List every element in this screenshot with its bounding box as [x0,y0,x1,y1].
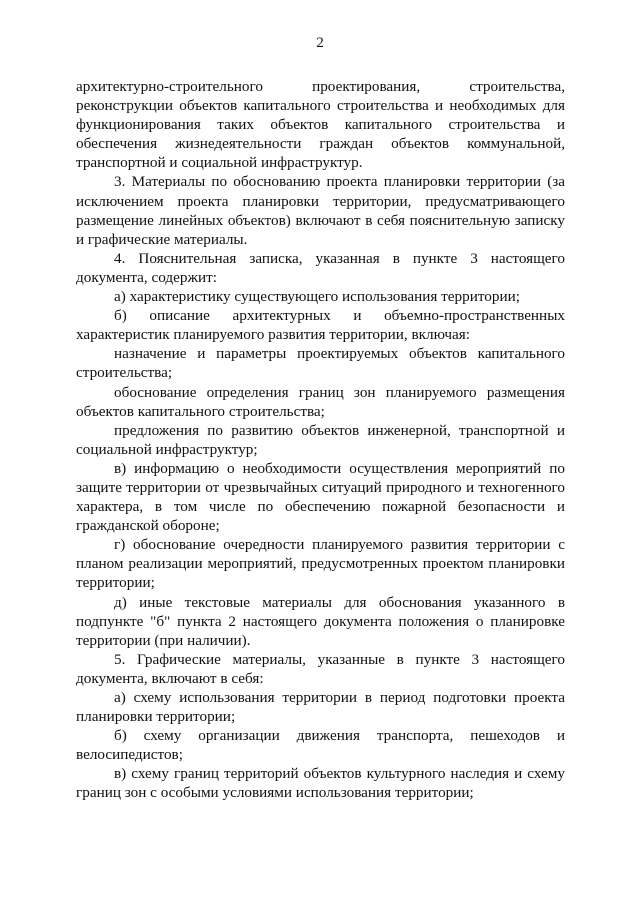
paragraph-subitem-d: д) иные текстовые материалы для обоснования указанного в подпункте "б" пункта 2 настоящего документа положения о планировке территории (при наличии). [76,593,565,649]
paragraph-graphic-a: а) схему использования территории в период подготовки проекта планировки территории; [76,689,565,726]
page-number: 2 [316,34,324,51]
paragraph-subitem-a: а) характеристику существующего использования территории; [114,288,520,306]
paragraph-intro-continuation: архитектурно-строительного проектирования, строительства, реконструкции объектов капитального строительства и необходимых для функционирования таких объектов капитального строительства и обеспечения жизнедеятельности граждан объектов коммунальной, транспортной и социальной инфраструктур. [76,78,565,172]
paragraph-purpose-parameters: назначение и параметры проектируемых объектов капитального строительства; [76,345,565,382]
paragraph-subitem-b: б) описание архитектурных и объемно-пространственных характеристик планируемого развития территории, включая: [76,307,565,344]
paragraph-subitem-v: в) информацию о необходимости осуществления мероприятий по защите территории от чрезвычайных ситуаций природного и техногенного характера, в том числе по обеспечению пожарной безопасности и гражданской обороне; [76,459,565,535]
paragraph-graphic-b: б) схему организации движения транспорта, пешеходов и велосипедистов; [76,727,565,764]
paragraph-item-3: 3. Материалы по обоснованию проекта планировки территории (за исключением проекта планировки территории, предусматривающего размещение линейных объектов) включают в себя пояснительную записку и графические материалы. [76,173,565,248]
document-body [76,77,565,803]
paragraph-item-4: 4. Пояснительная записка, указанная в пункте 3 настоящего документа, содержит: [76,249,565,286]
paragraph-item-5: 5. Графические материалы, указанные в пункте 3 настоящего документа, включают в себя: [76,650,565,687]
paragraph-zone-boundaries: обоснование определения границ зон планируемого размещения объектов капитального строительства; [76,383,565,420]
paragraph-infrastructure-proposals: предложения по развитию объектов инженерной, транспортной и социальной инфраструктур; [76,421,565,458]
paragraph-subitem-g: г) обоснование очередности планируемого развития территории с планом реализации мероприятий, предусмотренных проектом планировки территории; [76,536,565,592]
paragraph-graphic-v: в) схему границ территорий объектов культурного наследия и схему границ зон с особыми условиями использования территории; [76,765,565,802]
